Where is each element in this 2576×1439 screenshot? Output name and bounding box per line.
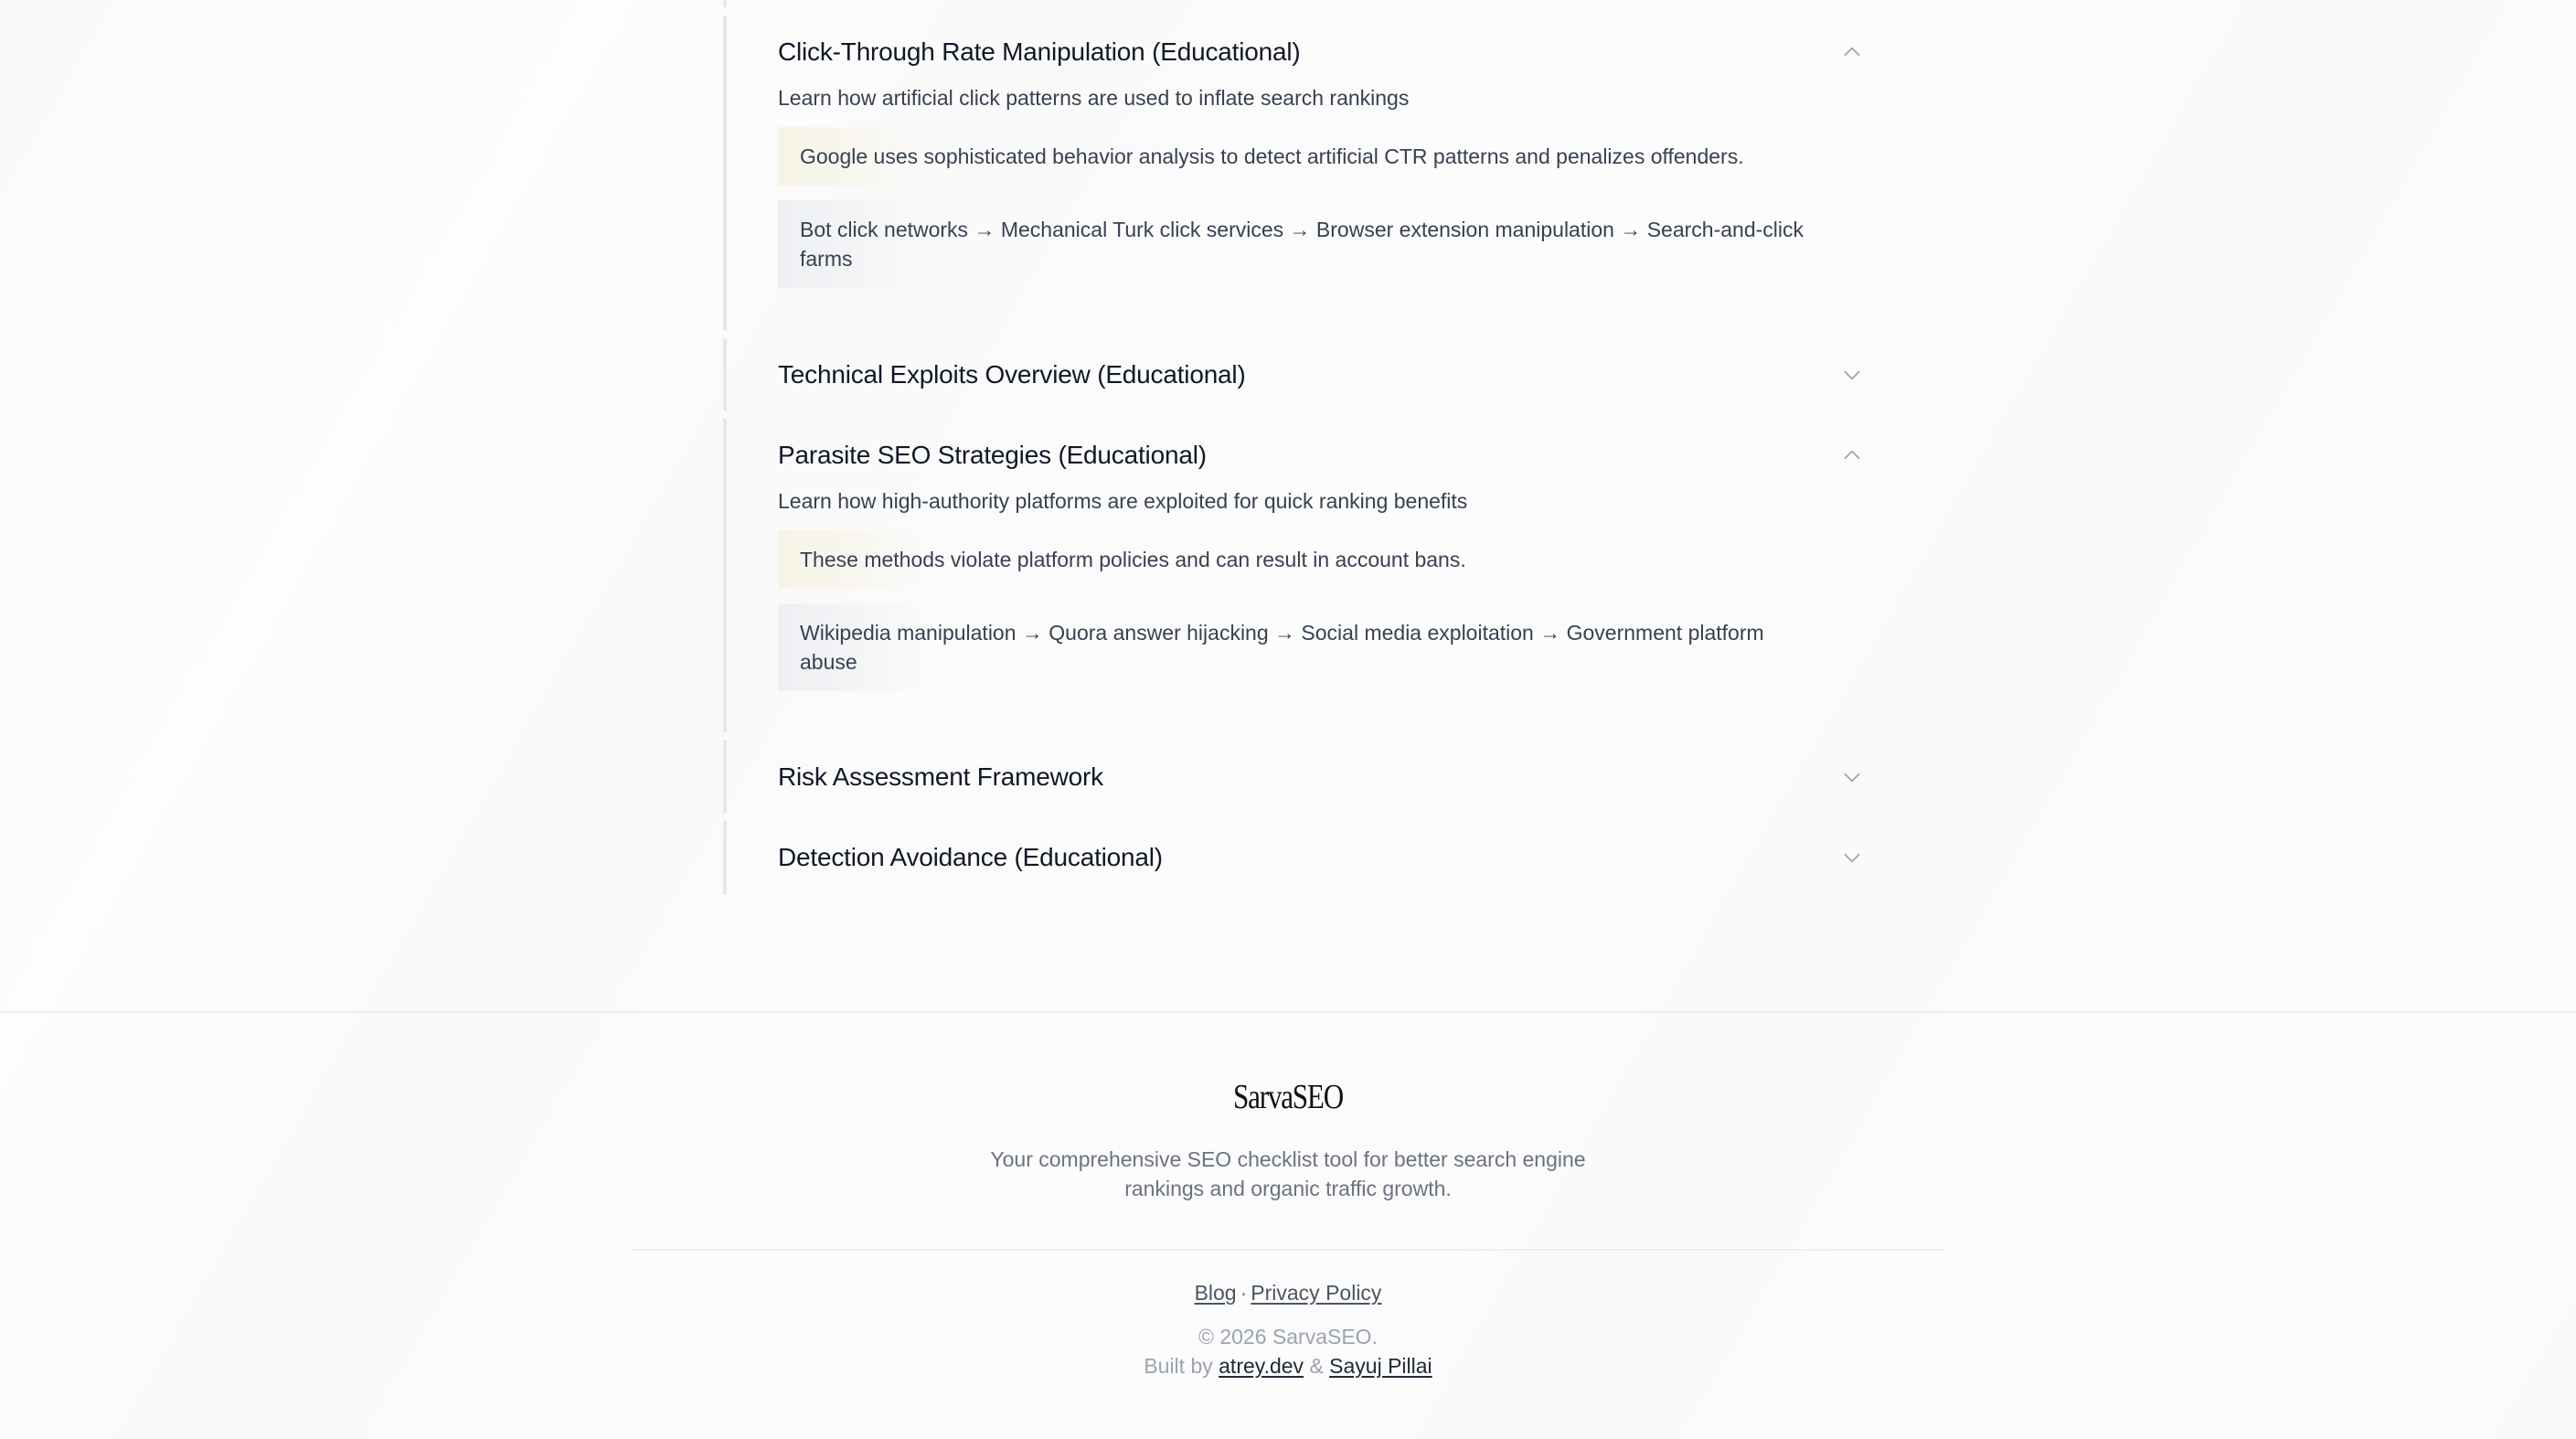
techniques-callout: Wikipedia manipulation → Quora answer hijacking → Social media exploitation → Government platform abuse [778, 603, 1838, 691]
built-by-prefix: Built by [1144, 1354, 1213, 1378]
chevron-down-icon[interactable] [1840, 765, 1864, 789]
privacy-policy-link[interactable]: Privacy Policy [1251, 1281, 1382, 1305]
accordion-header-risk-assessment[interactable] [727, 741, 1871, 813]
author-link-sayuj[interactable]: Sayuj Pillai [1329, 1354, 1432, 1378]
chevron-up-icon[interactable] [1840, 443, 1864, 467]
accordion-title: Click-Through Rate Manipulation (Educational) [778, 37, 1301, 66]
footer-divider [631, 1249, 1945, 1251]
accordion-header-parasite-seo[interactable] [727, 419, 1871, 492]
accordion-body [727, 486, 1871, 691]
footer-logo: SarvaSEO [1233, 1078, 1343, 1116]
warning-callout: These methods violate platform policies and can result in account bans. [778, 530, 1838, 589]
accordion-title: Parasite SEO Strategies (Educational) [778, 441, 1207, 469]
techniques-callout: Bot click networks → Mechanical Turk click services → Browser extension manipulation → Search-and-click farms [778, 200, 1838, 288]
accordion-item-ctr-manipulation [723, 16, 1871, 330]
link-separator: · [1240, 1281, 1248, 1305]
chevron-down-icon[interactable] [1840, 363, 1864, 387]
accordion-description: Learn how high-authority platforms are exploited for quick ranking benefits [778, 489, 1468, 513]
accordion-description: Learn how artificial click patterns are used to inflate search rankings [778, 86, 1410, 110]
accordion-item-technical-exploits [723, 339, 1871, 410]
accordion-header-detection-avoidance[interactable] [727, 821, 1871, 894]
accordion-item-risk-assessment [723, 741, 1871, 813]
accordion-header-technical-exploits[interactable] [727, 339, 1871, 410]
blog-link[interactable]: Blog [1194, 1281, 1237, 1305]
warning-callout: Google uses sophisticated behavior analysis to detect artificial CTR patterns and penalizes offenders. [778, 127, 1838, 186]
accordion-title: Technical Exploits Overview (Educational) [778, 360, 1246, 389]
copyright: © 2026 SarvaSEO. [1198, 1325, 1378, 1348]
accordion-item-parasite-seo [723, 419, 1871, 732]
accordion-item-detection-avoidance [723, 821, 1871, 894]
site-footer [0, 1011, 2576, 1439]
chevron-up-icon[interactable] [1840, 40, 1864, 64]
accordion-header-ctr-manipulation[interactable] [727, 16, 1871, 89]
footer-links [0, 1278, 2576, 1307]
chevron-down-icon[interactable] [1840, 846, 1864, 869]
accordion-title: Risk Assessment Framework [778, 762, 1103, 791]
author-link-atrey[interactable]: atrey.dev [1219, 1354, 1304, 1378]
built-by-joiner: & [1309, 1354, 1324, 1378]
accordion-title: Detection Avoidance (Educational) [778, 843, 1163, 871]
built-by [0, 1351, 2576, 1380]
accordion-body [727, 83, 1871, 288]
footer-tagline: Your comprehensive SEO checklist tool for better search engine rankings and organic traffic growth. [990, 1147, 1586, 1200]
previous-accordion-item-border [723, 0, 727, 7]
